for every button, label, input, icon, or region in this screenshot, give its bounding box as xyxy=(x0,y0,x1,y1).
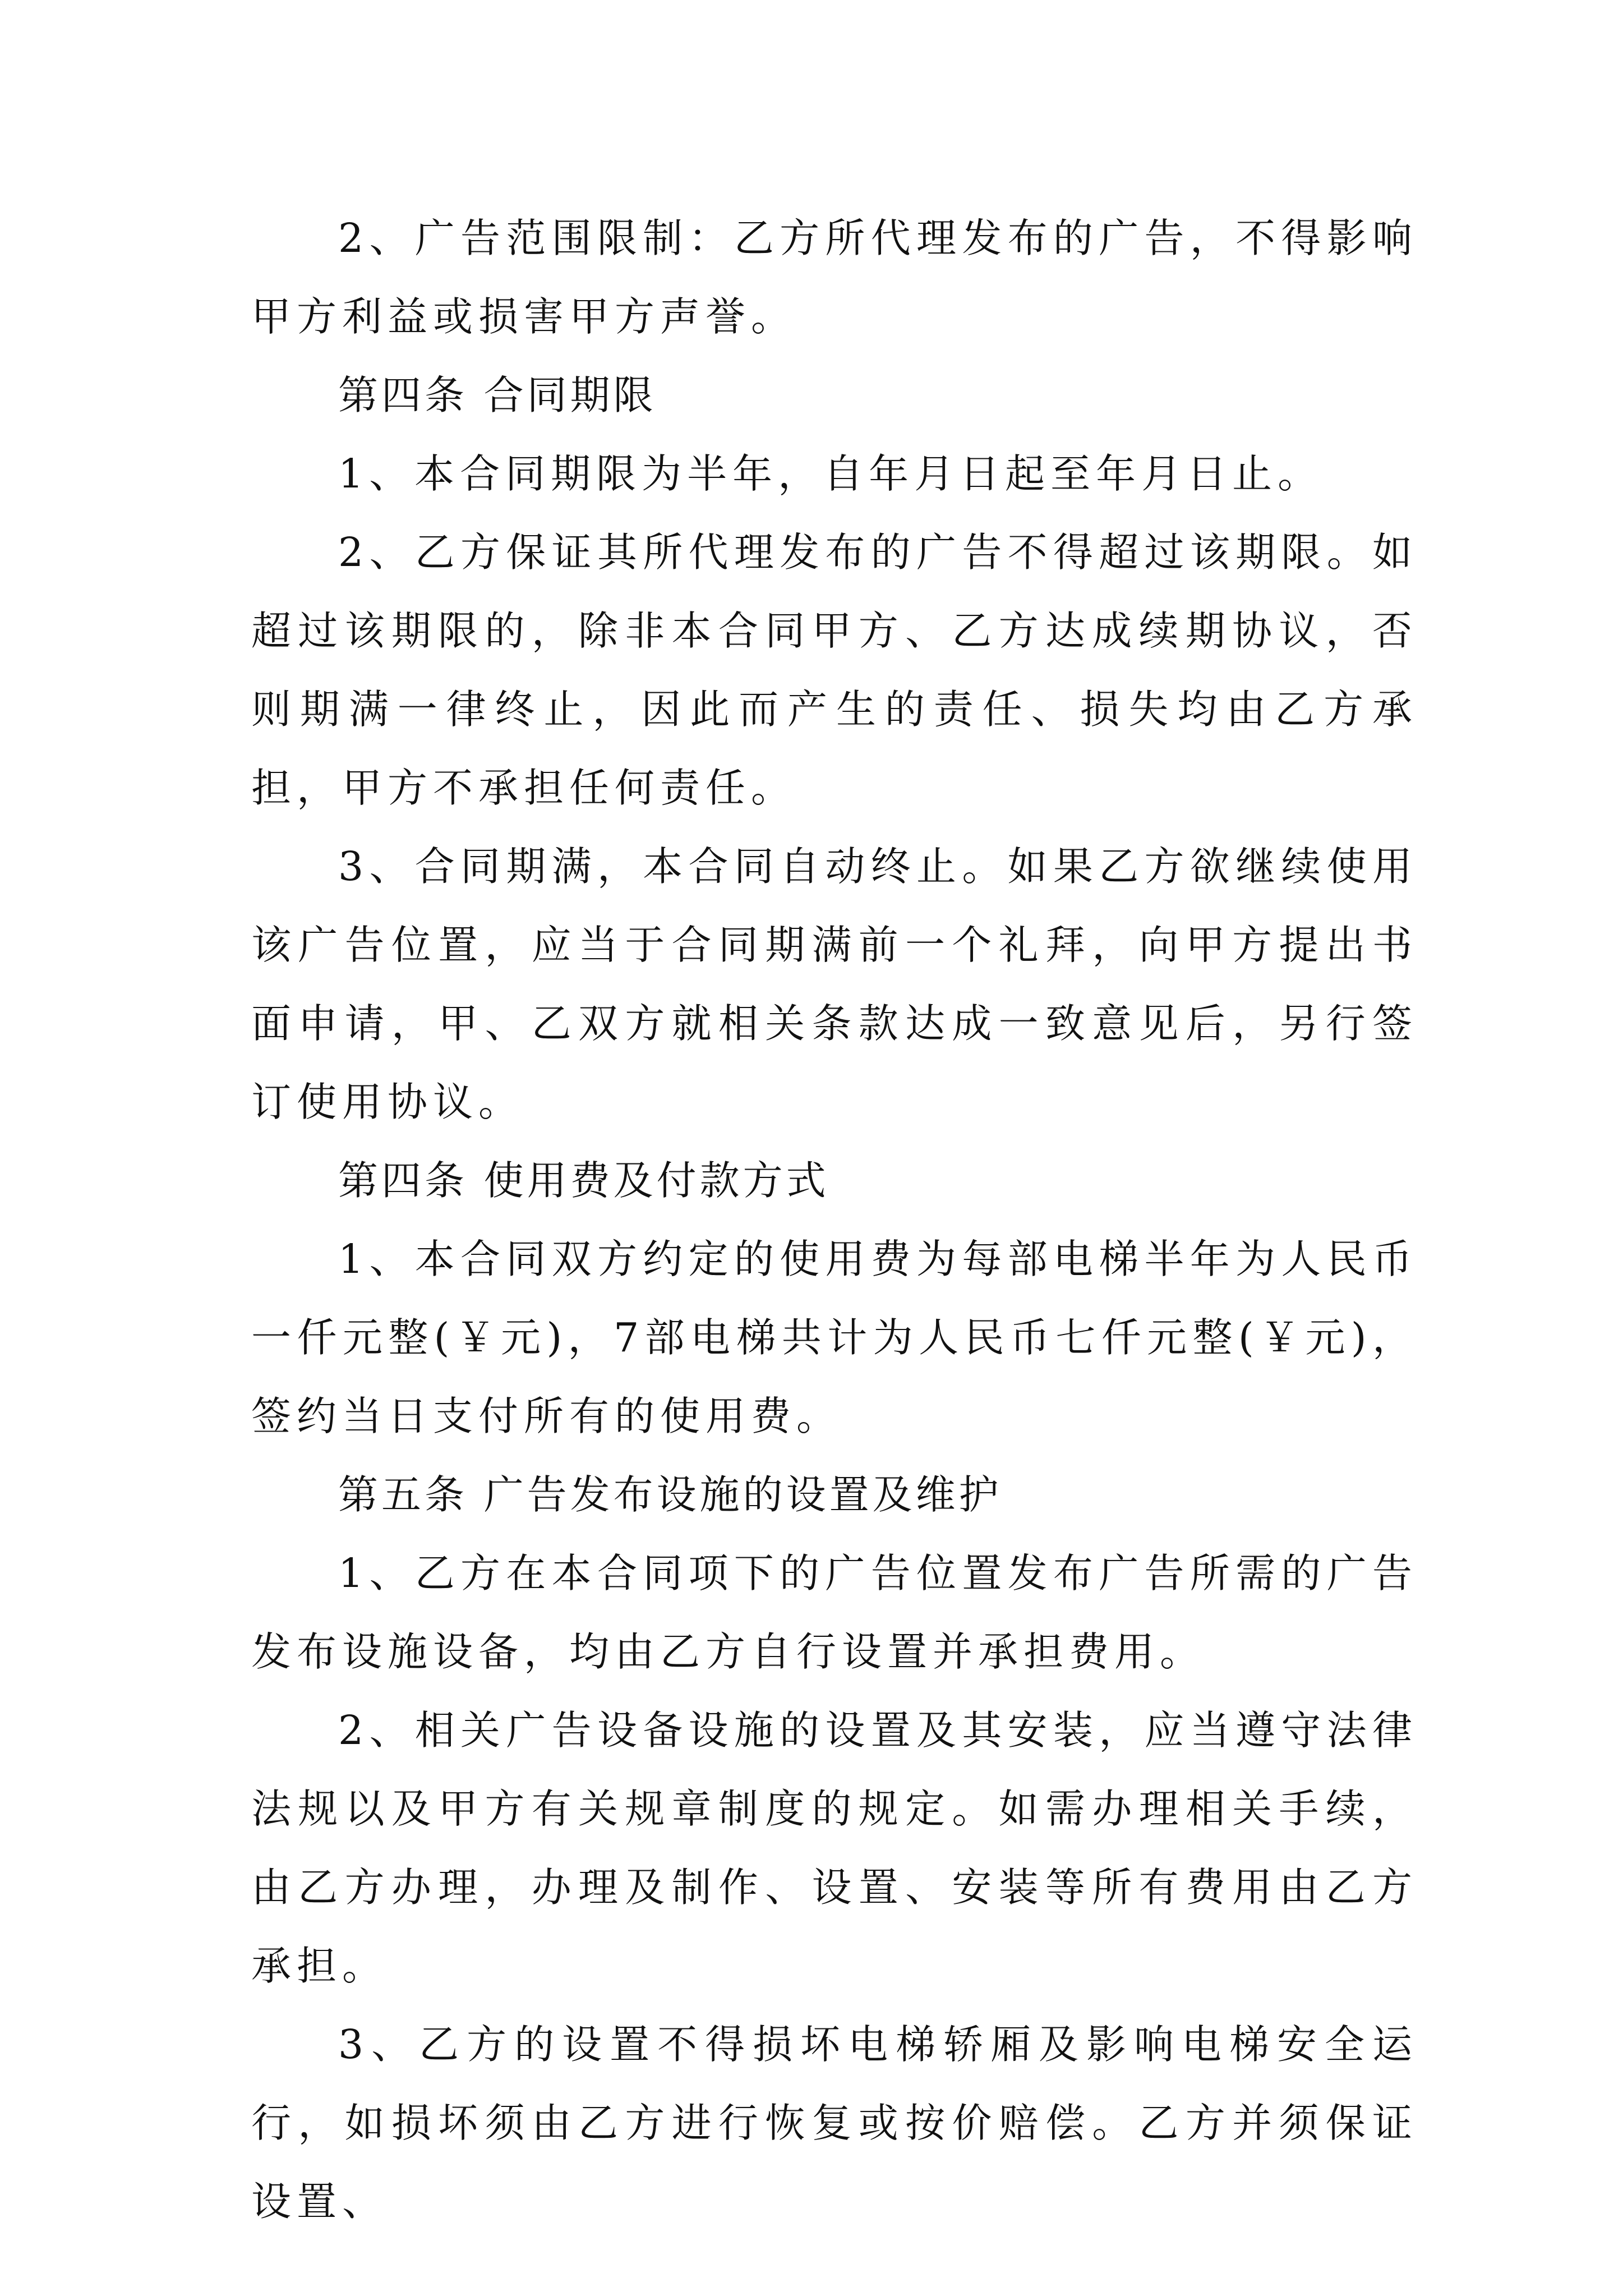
heading-contract-term: 第四条 合同期限 xyxy=(338,372,657,418)
paragraph-ad-scope-limit: 2、广告范围限制：乙方所代理发布的广告，不得影响甲方利益或损害甲方声誉。 xyxy=(251,215,1418,340)
paragraph-facility-setup: 1、乙方在本合同项下的广告位置发布广告所需的广告发布设施设备，均由乙方自行设置并承担费用。 xyxy=(251,1550,1418,1675)
document-page xyxy=(251,199,1418,2241)
paragraph-usage-fee: 1、本合同双方约定的使用费为每部电梯半年为人民币一仟元整(￥元)，7部电梯共计为人民币七仟元整(￥元)，签约当日支付所有的使用费。 xyxy=(251,1236,1418,1439)
heading-fees-payment: 第四条 使用费及付款方式 xyxy=(338,1157,829,1204)
paragraph-term-guarantee: 2、乙方保证其所代理发布的广告不得超过该期限。如超过该期限的，除非本合同甲方、乙方达成续期协议，否则期满一律终止，因此而产生的责任、损失均由乙方承担，甲方不承担任何责任。 xyxy=(251,529,1418,811)
heading-facilities: 第五条 广告发布设施的设置及维护 xyxy=(338,1471,1002,1518)
paragraph-facility-safety: 3、乙方的设置不得损坏电梯轿厢及影响电梯安全运行，如损坏须由乙方进行恢复或按价赔偿。乙方并须保证设置、 xyxy=(251,2021,1418,2225)
paragraph-term-expiry: 3、合同期满，本合同自动终止。如果乙方欲继续使用该广告位置，应当于合同期满前一个礼拜，向甲方提出书面申请，甲、乙双方就相关条款达成一致意见后，另行签订使用协议。 xyxy=(251,843,1418,1125)
paragraph-term-duration: 1、本合同期限为半年，自年月日起至年月日止。 xyxy=(338,450,1324,497)
paragraph-facility-installation: 2、相关广告设备设施的设置及其安装，应当遵守法律法规以及甲方有关规章制度的规定。如需办理相关手续，由乙方办理，办理及制作、设置、安装等所有费用由乙方承担。 xyxy=(251,1707,1418,1989)
